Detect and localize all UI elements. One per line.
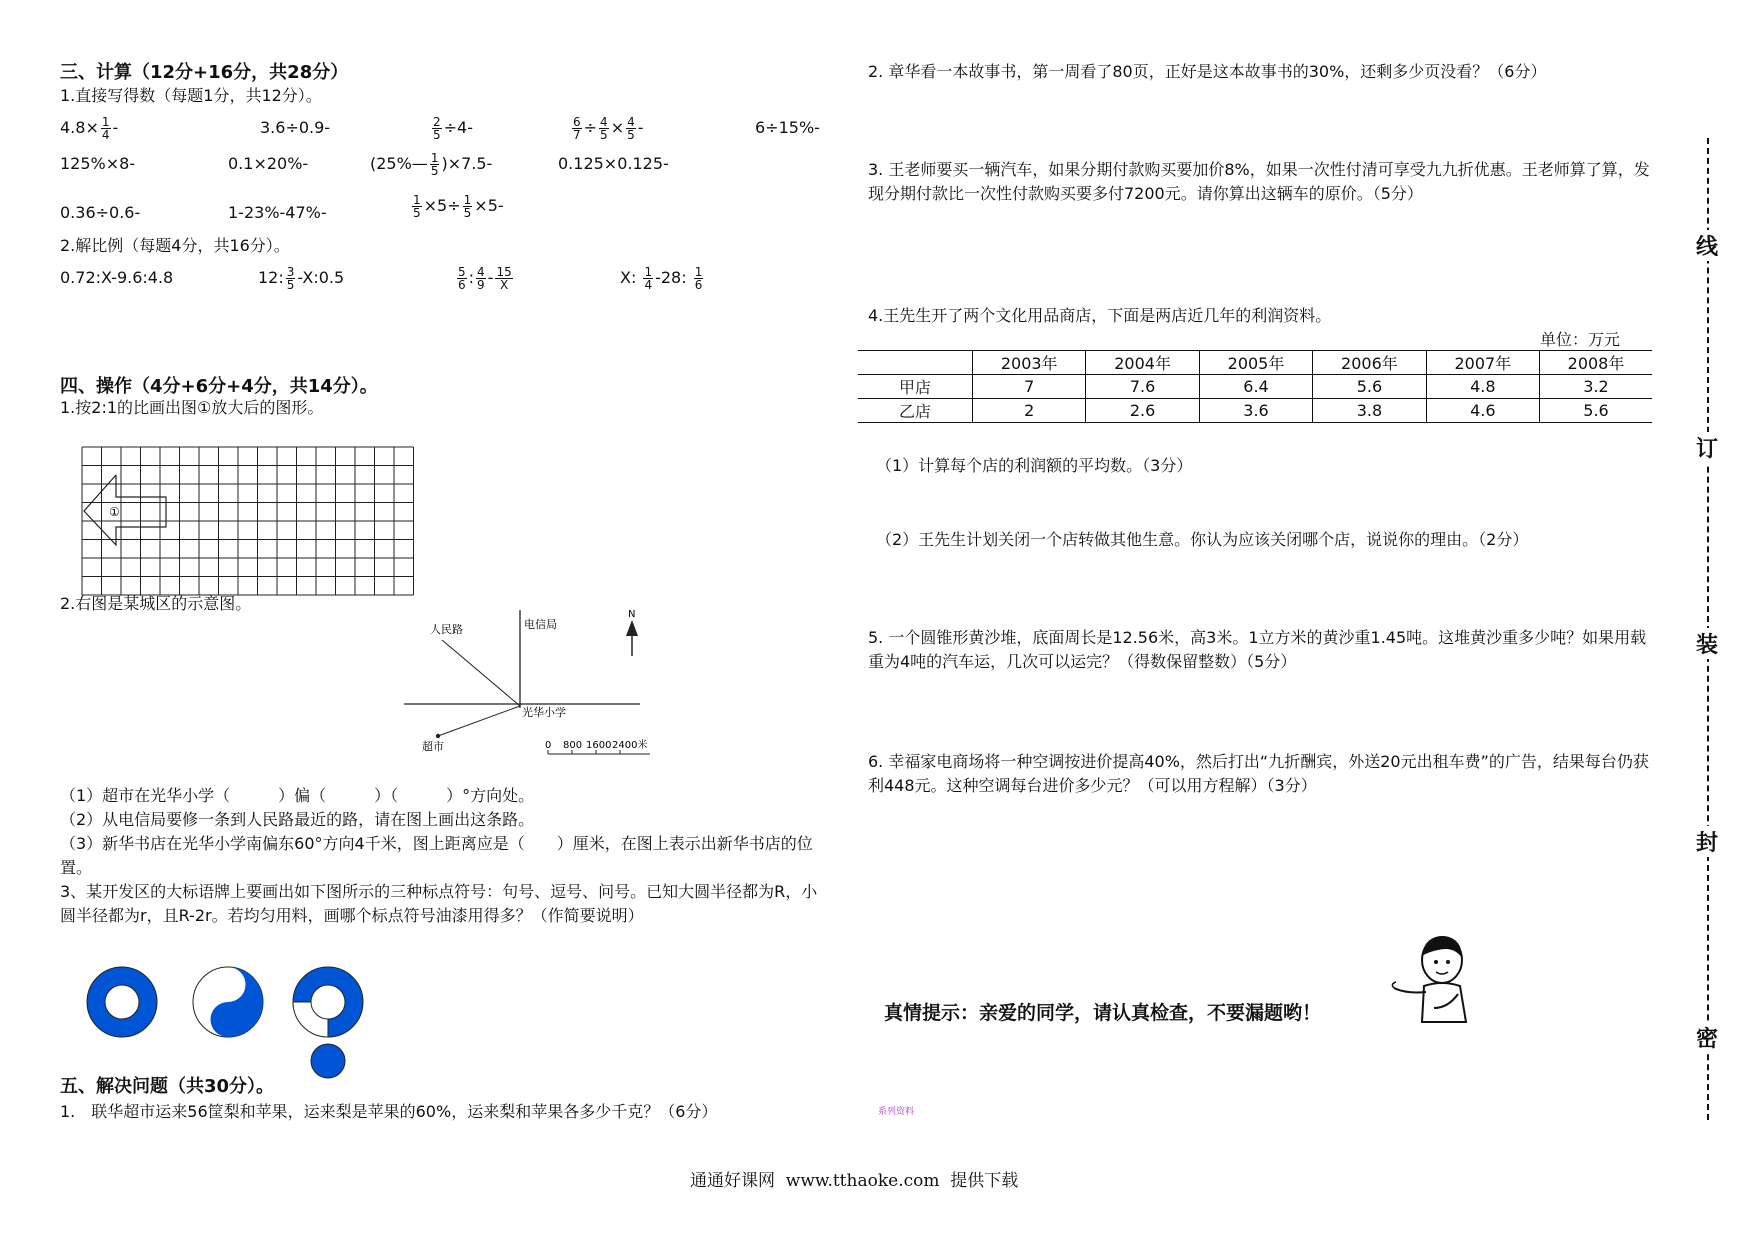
small-watermark: 系列资料 (878, 1107, 915, 1117)
table-row (858, 399, 1652, 423)
shop-name: 甲店 (858, 375, 973, 399)
unit-label: 单位：万元 (1540, 330, 1621, 349)
sec4-q3: 3、某开发区的大标语牌上要画出如下图所示的三种标点符号：句号、逗号、问号。已知大圆半径都为R，小圆半径都为r，且R-2r。若均匀用料，画哪个标点符号油漆用得多？（作简要说明） (60, 882, 818, 925)
seal-char: 密 (1696, 1022, 1718, 1053)
scale-label: 2400米 (612, 740, 648, 751)
year-cell: 2004年 (1086, 351, 1199, 375)
calc-item: 6÷15%- (755, 118, 820, 137)
section5-title: 五、解决问题（共30分）。 (60, 1076, 275, 1097)
value-cell: 2.6 (1086, 399, 1199, 423)
proportion-item: $\frac{5}{6}$ : $\frac{4}{9}$ - $\frac{15}{X}$ (458, 265, 512, 292)
sec4-q2: 2.右图是某城区的示意图。 (60, 594, 252, 613)
map-renmin-road (442, 640, 520, 706)
value-cell: 3.8 (1313, 399, 1426, 423)
value-cell: 3.2 (1540, 375, 1652, 399)
calc-item: $\frac{2}{5}$ ÷4- (433, 115, 473, 142)
calc-item: $\frac{6}{7}$ ÷ $\frac{4}{5}$ × $\frac{4}{5}$ - (573, 115, 644, 142)
sec5-q1: 1. 联华超市运来56筐梨和苹果，运来梨是苹果的60%，运来梨和苹果各多少千克？（6分） (60, 1102, 718, 1121)
section4-title: 四、操作（4分+6分+4分，共14分）。 (60, 376, 378, 397)
q3-text: 3. 王老师要买一辆汽车，如果分期付款购买要加价8%，如果一次性付清可享受九九折优惠。王老师算了算，发现分期付款比一次性付款购买要多付7200元。请你算出这辆车的原价。（5分） (868, 160, 1650, 203)
value-cell: 7 (973, 375, 1086, 399)
value-cell: 5.6 (1313, 375, 1426, 399)
grid-figure (80, 445, 420, 600)
value-cell: 4.6 (1426, 399, 1539, 423)
sec4-q2-2: （2）从电信局要修一条到人民路最近的路，请在图上画出这条路。 (60, 810, 535, 829)
calc-item: 125%×8- (60, 154, 136, 173)
north-label: N (628, 609, 636, 620)
city-map (400, 600, 680, 765)
map-supermarket-line (438, 706, 520, 736)
seal-char: 订 (1696, 432, 1718, 463)
q4-text: 4.王先生开了两个文化用品商店，下面是两店近几年的利润资料。 (868, 306, 1332, 325)
sec4-q2-3: （3）新华书店在光华小学南偏东60°方向4千米，图上距离应是（ ）厘米，在图上表示出新华书店的位置。 (60, 834, 813, 877)
value-cell: 3.6 (1199, 399, 1312, 423)
q6-text: 6. 幸福家电商场将一种空调按进价提高40%，然后打出“九折酬宾，外送20元出租车费”的广告，结果每台仍获利448元。这种空调每台进价多少元？（可以用方程解）（3分） (868, 752, 1649, 795)
q2-text: 2. 章华看一本故事书，第一周看了80页，正好是这本故事书的30%，还剩多少页没看？（6分） (868, 62, 1547, 81)
proportion-item: 0.72:X-9.6:4.8 (60, 268, 174, 287)
year-cell: 2005年 (1199, 351, 1312, 375)
section3-title: 三、计算（12分+16分，共28分） (60, 62, 349, 83)
shape-label: ① (109, 505, 120, 519)
reminder-text: 真情提示：亲爱的同学，请认真检查，不要漏题哟！ (884, 1002, 1322, 1024)
scale-label: 1600 (586, 740, 612, 751)
value-cell: 2 (973, 399, 1086, 423)
label-renmin: 人民路 (430, 623, 463, 636)
shape-1 (84, 475, 166, 545)
calc-item: 0.36÷0.6- (60, 203, 141, 222)
sec3-q2-heading: 2.解比例（每题4分，共16分）。 (60, 236, 290, 255)
label-guanghua: 光华小学 (522, 706, 566, 719)
q5-text: 5. 一个圆锥形黄沙堆，底面周长是12.56米，高3米。1立方米的黄沙重1.45吨。这堆黄沙重多少吨？如果用载重为4吨的汽车运，几次可以运完？（得数保留整数）（5分） (868, 628, 1647, 671)
table-row (858, 375, 1652, 399)
calc-item: 0.125×0.125- (558, 154, 669, 173)
proportion-item: X: $\frac{1}{4}$ -28: $\frac{1}{6}$ (620, 265, 703, 292)
seal-char: 线 (1696, 230, 1718, 261)
footer-text: 通通好课网 www.tthaoke.com 提供下载 (690, 1171, 1019, 1191)
comma-figure (193, 967, 263, 1037)
sec3-q1-heading: 1.直接写得数（每题1分，共12分）。 (60, 86, 322, 105)
label-chaoshi: 超市 (422, 740, 444, 753)
value-cell: 7.6 (1086, 375, 1199, 399)
year-cell: 2003年 (973, 351, 1086, 375)
profit-table (858, 350, 1652, 423)
period-figure (87, 967, 157, 1037)
sec4-q2-1: （1）超市在光华小学（ ）偏（ ）（ ）°方向处。 (60, 786, 535, 805)
calc-item: 4.8× $\frac{1}{4}$ - (60, 115, 119, 142)
proportion-item: 12: $\frac{3}{5}$ -X:0.5 (258, 265, 345, 292)
value-cell: 6.4 (1199, 375, 1312, 399)
calc-item: (25%— $\frac{1}{5}$ )×7.5- (370, 151, 493, 178)
north-arrow-icon (626, 620, 638, 636)
scale-bar (545, 738, 650, 754)
question-figure (293, 967, 363, 1078)
calc-item: 3.6÷0.9- (260, 118, 331, 137)
shop-name: 乙店 (858, 399, 973, 423)
calc-item: $\frac{1}{5}$ ×5÷ $\frac{1}{5}$ ×5- (413, 193, 504, 220)
label-dianxin: 电信局 (524, 618, 557, 631)
year-cell: 2008年 (1540, 351, 1652, 375)
cartoon-boy-icon (1388, 930, 1488, 1030)
year-cell: 2006年 (1313, 351, 1426, 375)
q4-1-text: （1）计算每个店的利润额的平均数。（3分） (876, 456, 1193, 475)
seal-char: 装 (1696, 628, 1718, 659)
supermarket-dot (436, 734, 440, 738)
calc-item: 0.1×20%- (228, 154, 309, 173)
q4-2-text: （2）王先生计划关闭一个店转做其他生意。你认为应该关闭哪个店，说说你的理由。（2分） (876, 530, 1529, 549)
calc-item: 1-23%-47%- (228, 203, 327, 222)
scale-label: 800 (563, 740, 583, 751)
value-cell: 4.8 (1426, 375, 1539, 399)
year-cell: 2007年 (1426, 351, 1539, 375)
sec4-q1: 1.按2:1的比画出图①放大后的图形。 (60, 398, 324, 417)
value-cell: 5.6 (1540, 399, 1652, 423)
grid-lines (82, 447, 414, 595)
scale-label: 0 (545, 740, 552, 751)
seal-char: 封 (1696, 826, 1718, 857)
table-header-row (858, 351, 1652, 375)
